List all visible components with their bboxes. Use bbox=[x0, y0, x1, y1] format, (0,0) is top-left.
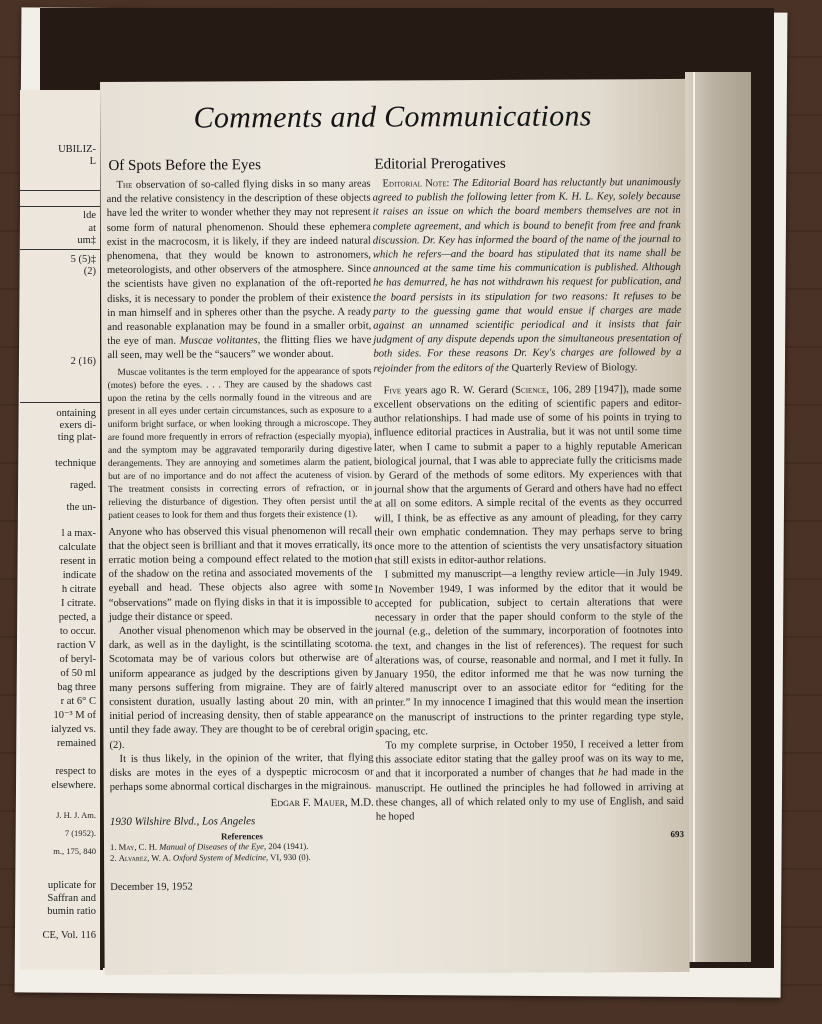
author-signature: Edgar F. Mauer, M.D. bbox=[270, 796, 374, 809]
prev-fragment: indicate bbox=[62, 570, 96, 581]
prev-fragment: elsewhere. bbox=[51, 780, 96, 791]
prev-fragment: L bbox=[89, 156, 96, 167]
prev-rule bbox=[20, 190, 100, 191]
prev-fragment: I citrate. bbox=[61, 598, 96, 609]
prev-fragment: the un- bbox=[66, 502, 96, 513]
paragraph: observation of so-called flying disks in so many areas and the relative consistency in the description of these objects have led the writer to wonder whether they may not represent some form of natural phenomenon. Should these ephemera exist in the macrocosm, it is likely, if they are indeed natural phenomena, that they would be known to astronomers, meteorologists, and other observers of the atmosphere. Since the scientists have given no explanation of the oft-reported disks, it is necessary to ponder the problem of their existence in man himself and in spheres other than the psyche. A ready and reasonable explanation may be found in a smaller orbit, the eye of man. bbox=[106, 178, 372, 348]
prev-fragment: to occur. bbox=[59, 626, 96, 637]
references-heading: References bbox=[221, 830, 263, 841]
note-tail: Quarterly Review of Biology. bbox=[511, 361, 638, 374]
prev-fragment: uplicate for bbox=[47, 880, 96, 891]
paragraph: It is thus likely, in the opinion of the writer, that flying disks are motes in the eyes of a dyspeptic microcosm or perhaps some abnormal cortical discharges in the migrainous. bbox=[109, 752, 374, 794]
prev-fragment: raged. bbox=[70, 480, 96, 491]
paragraph: To my complete surprise, in October 1950, I received a letter from this associate editor stating that the galley proof was on its way to me, and that it incorporated a number of changes that he had made in the manuscript. He outlined the principles he had followed in arriving at these changes, all of which related only to my use of English, and said he hoped bbox=[375, 738, 684, 823]
editorial-note bbox=[373, 176, 682, 376]
prev-fragment: raction V bbox=[56, 640, 96, 651]
paragraph: Five years ago R. W. Gerard (Science, 106, 289 [1947]), made some excellent observations on the editing of scientific papers and editor-author relationships. I had made use of some of his points in trying to influence editorial practices in Australia, but it was not until some time later, when I came to submit a paper to a highly reputable American biological journal, that I was able to appreciate fully the criticisms made by Gerard of the methods of some editors. My experiences with that journal show that the arguments of Gerard and others have had no effect at all on some editors. A simple recital of the events as they occurred will, I think, be as effective as any amount of pleading, for they carry their own emphatic condemnation. They may perhaps serve to bring once more to the attention of scientists the very unsatisfactory situation that still exists in editor-author relations. bbox=[373, 383, 683, 567]
left-column bbox=[106, 153, 374, 893]
prev-fragment: um‡ bbox=[77, 235, 96, 246]
prev-fragment: ting plat- bbox=[57, 432, 96, 443]
prev-fragment: m., 175, 840 bbox=[53, 846, 96, 856]
prev-rule bbox=[20, 206, 100, 207]
prev-fragment: resent in bbox=[60, 556, 96, 567]
prev-fragment: of beryl- bbox=[59, 654, 96, 665]
lead-word: The bbox=[116, 179, 133, 191]
prev-fragment: (2) bbox=[83, 266, 96, 277]
previous-page-strip bbox=[20, 90, 103, 970]
page-number: 693 bbox=[670, 829, 684, 840]
journal-page bbox=[100, 79, 690, 975]
prev-fragment: exers di- bbox=[59, 420, 96, 431]
paragraph: I submitted my manuscript—a lengthy review article—in July 1949. In November 1949, I was informed by the editor that it would be accepted for publication, subject to certain alterations that were necessary in order that the paper should conform to the style of the journal (e.g., deletion of the summary, incorporation of footnotes into the text, and changes in the list of references). The request for such alterations was, of course, reasonable and normal, and I met it fully. In January 1950, the editor informed me that he was now turning the altered manuscript over to an associate editor for “editing for the printer.” In my innocence I imagined that this would mean the insertion on the manuscript of instructions to the printer regarding type style, spacing, etc. bbox=[374, 568, 684, 738]
prev-fragment: lde bbox=[83, 210, 96, 221]
prev-fragment: calculate bbox=[58, 542, 96, 553]
page-header: Comments and Communications bbox=[193, 99, 592, 135]
prev-fragment: pected, a bbox=[58, 612, 96, 623]
page-edge-highlight bbox=[693, 72, 695, 962]
prev-fragment: Saffran and bbox=[47, 893, 96, 904]
paragraph: Muscae volitantes is the term employed for the appearance of spots (motes) before the eyes. . . . They are caused by the shadows cast upon the retina by the cells normally found in the vitreous and are present in all eyes under certain circumstances, such as exposure to a uniform bright surface, or when looking through a microscope. They are found more frequently in errors of refraction (especially myopia), and the symptom may be aggravated temporarily during digestive derangements. They are annoying and sometimes alarm the patient, but are of no importance and do not affect the acuteness of vision. The treatment consists in correcting errors of refraction, or in relieving the disturbance of digestion. They often persist until the patient ceases to look for them and thus forgets their existence (1). bbox=[107, 366, 373, 521]
prev-fragment: 10⁻³ M of bbox=[53, 710, 96, 721]
prev-fragment: bumin ratio bbox=[47, 906, 96, 917]
prev-fragment: ontaining bbox=[56, 408, 96, 419]
article-title-editorial: Editorial Prerogatives bbox=[374, 155, 506, 173]
prev-fragment: 2 (16) bbox=[70, 356, 96, 367]
paragraph-tail: the flitting flies we have all seen, may well be the “saucers” we wonder about. bbox=[107, 334, 372, 362]
prev-fragment: technique bbox=[55, 458, 96, 469]
prev-fragment: 5 (5)‡ bbox=[70, 254, 96, 265]
issue-date: December 19, 1952 bbox=[110, 881, 193, 893]
right-column bbox=[372, 151, 684, 841]
page-edge-strip bbox=[685, 72, 751, 962]
prev-fragment: 7 (1952). bbox=[64, 828, 96, 838]
reference-item: 1. May, C. H. Manual of Diseases of the Eye, 204 (1941). bbox=[109, 840, 309, 852]
prev-fragment: CE, Vol. 116 bbox=[42, 930, 96, 941]
prev-fragment: of 50 ml bbox=[60, 668, 96, 679]
prev-fragment: ialyzed vs. bbox=[51, 724, 96, 735]
prev-fragment: h citrate bbox=[61, 584, 96, 595]
note-text: The Editorial Board has reluctantly but unanimously agreed to publish the following letter from K. H. L. Key, solely because it raises an issue on which the board members themselves are not in complete agreement, and which is bound to benefit from free and frank discussion. Dr. Key has informed the board of the name of the journal to which he refers—and the board has stipulated that its name shall be announced at the same time his communication is published. Although he has demurred, he has not withdrawn his request for publication, and the board persists in its stipulation for two reasons: It refuses to be party to the guessing game that would ensue if charges are made against an unnamed scientific periodical and it insists that fair judgment of any dispute depends upon the simultaneous presentation of both sides. For these reasons Dr. Key's charges are followed by a rejoinder from the editors of the bbox=[372, 176, 682, 375]
prev-fragment: at bbox=[88, 223, 96, 234]
prev-fragment: remained bbox=[56, 738, 96, 749]
article-title-spots: Of Spots Before the Eyes bbox=[108, 157, 261, 174]
prev-fragment: respect to bbox=[55, 766, 96, 777]
paragraph: Anyone who has observed this visual phenomenon will recall that the object seen is brilliant and that it moves erratically, its erratic motion being a compound effect related to the motion of the shadow on the retina and associated movements of the eyeball and head. These objects also agree with some “observations” made on flying disks in that it is impossible to judge their distance or speed. bbox=[108, 525, 373, 623]
prev-fragment: UBILIZ- bbox=[58, 144, 96, 155]
prev-fragment: r at 6° C bbox=[60, 696, 96, 707]
prev-rule bbox=[20, 249, 100, 250]
author-address: 1930 Wilshire Blvd., Los Angeles bbox=[109, 814, 256, 828]
prev-rule bbox=[20, 402, 100, 403]
reference-item: 2. Alvarez, W. A. Oxford System of Medicine, VI, 930 (0). bbox=[110, 851, 311, 863]
note-label: Editorial Note: bbox=[382, 178, 450, 190]
prev-fragment: bag three bbox=[57, 682, 96, 693]
italic-term: Muscae volitantes, bbox=[179, 335, 261, 347]
prev-fragment: J. H. J. Am. bbox=[56, 810, 96, 820]
prev-fragment: l a max- bbox=[61, 528, 96, 539]
paragraph: Another visual phenomenon which may be observed in the dark, as well as in the daylight, is the scintillating scotoma. Scotomata may be of various colors but otherwise are of uniform appearance as judged by the descriptions given by many persons suffering from migraine. They are of fairly consistent duration, usually lasting about 20 min, with an initial period of increasing density, then of stable appearance until they fade away. They are thought to be of cerebral origin (2). bbox=[108, 624, 374, 751]
